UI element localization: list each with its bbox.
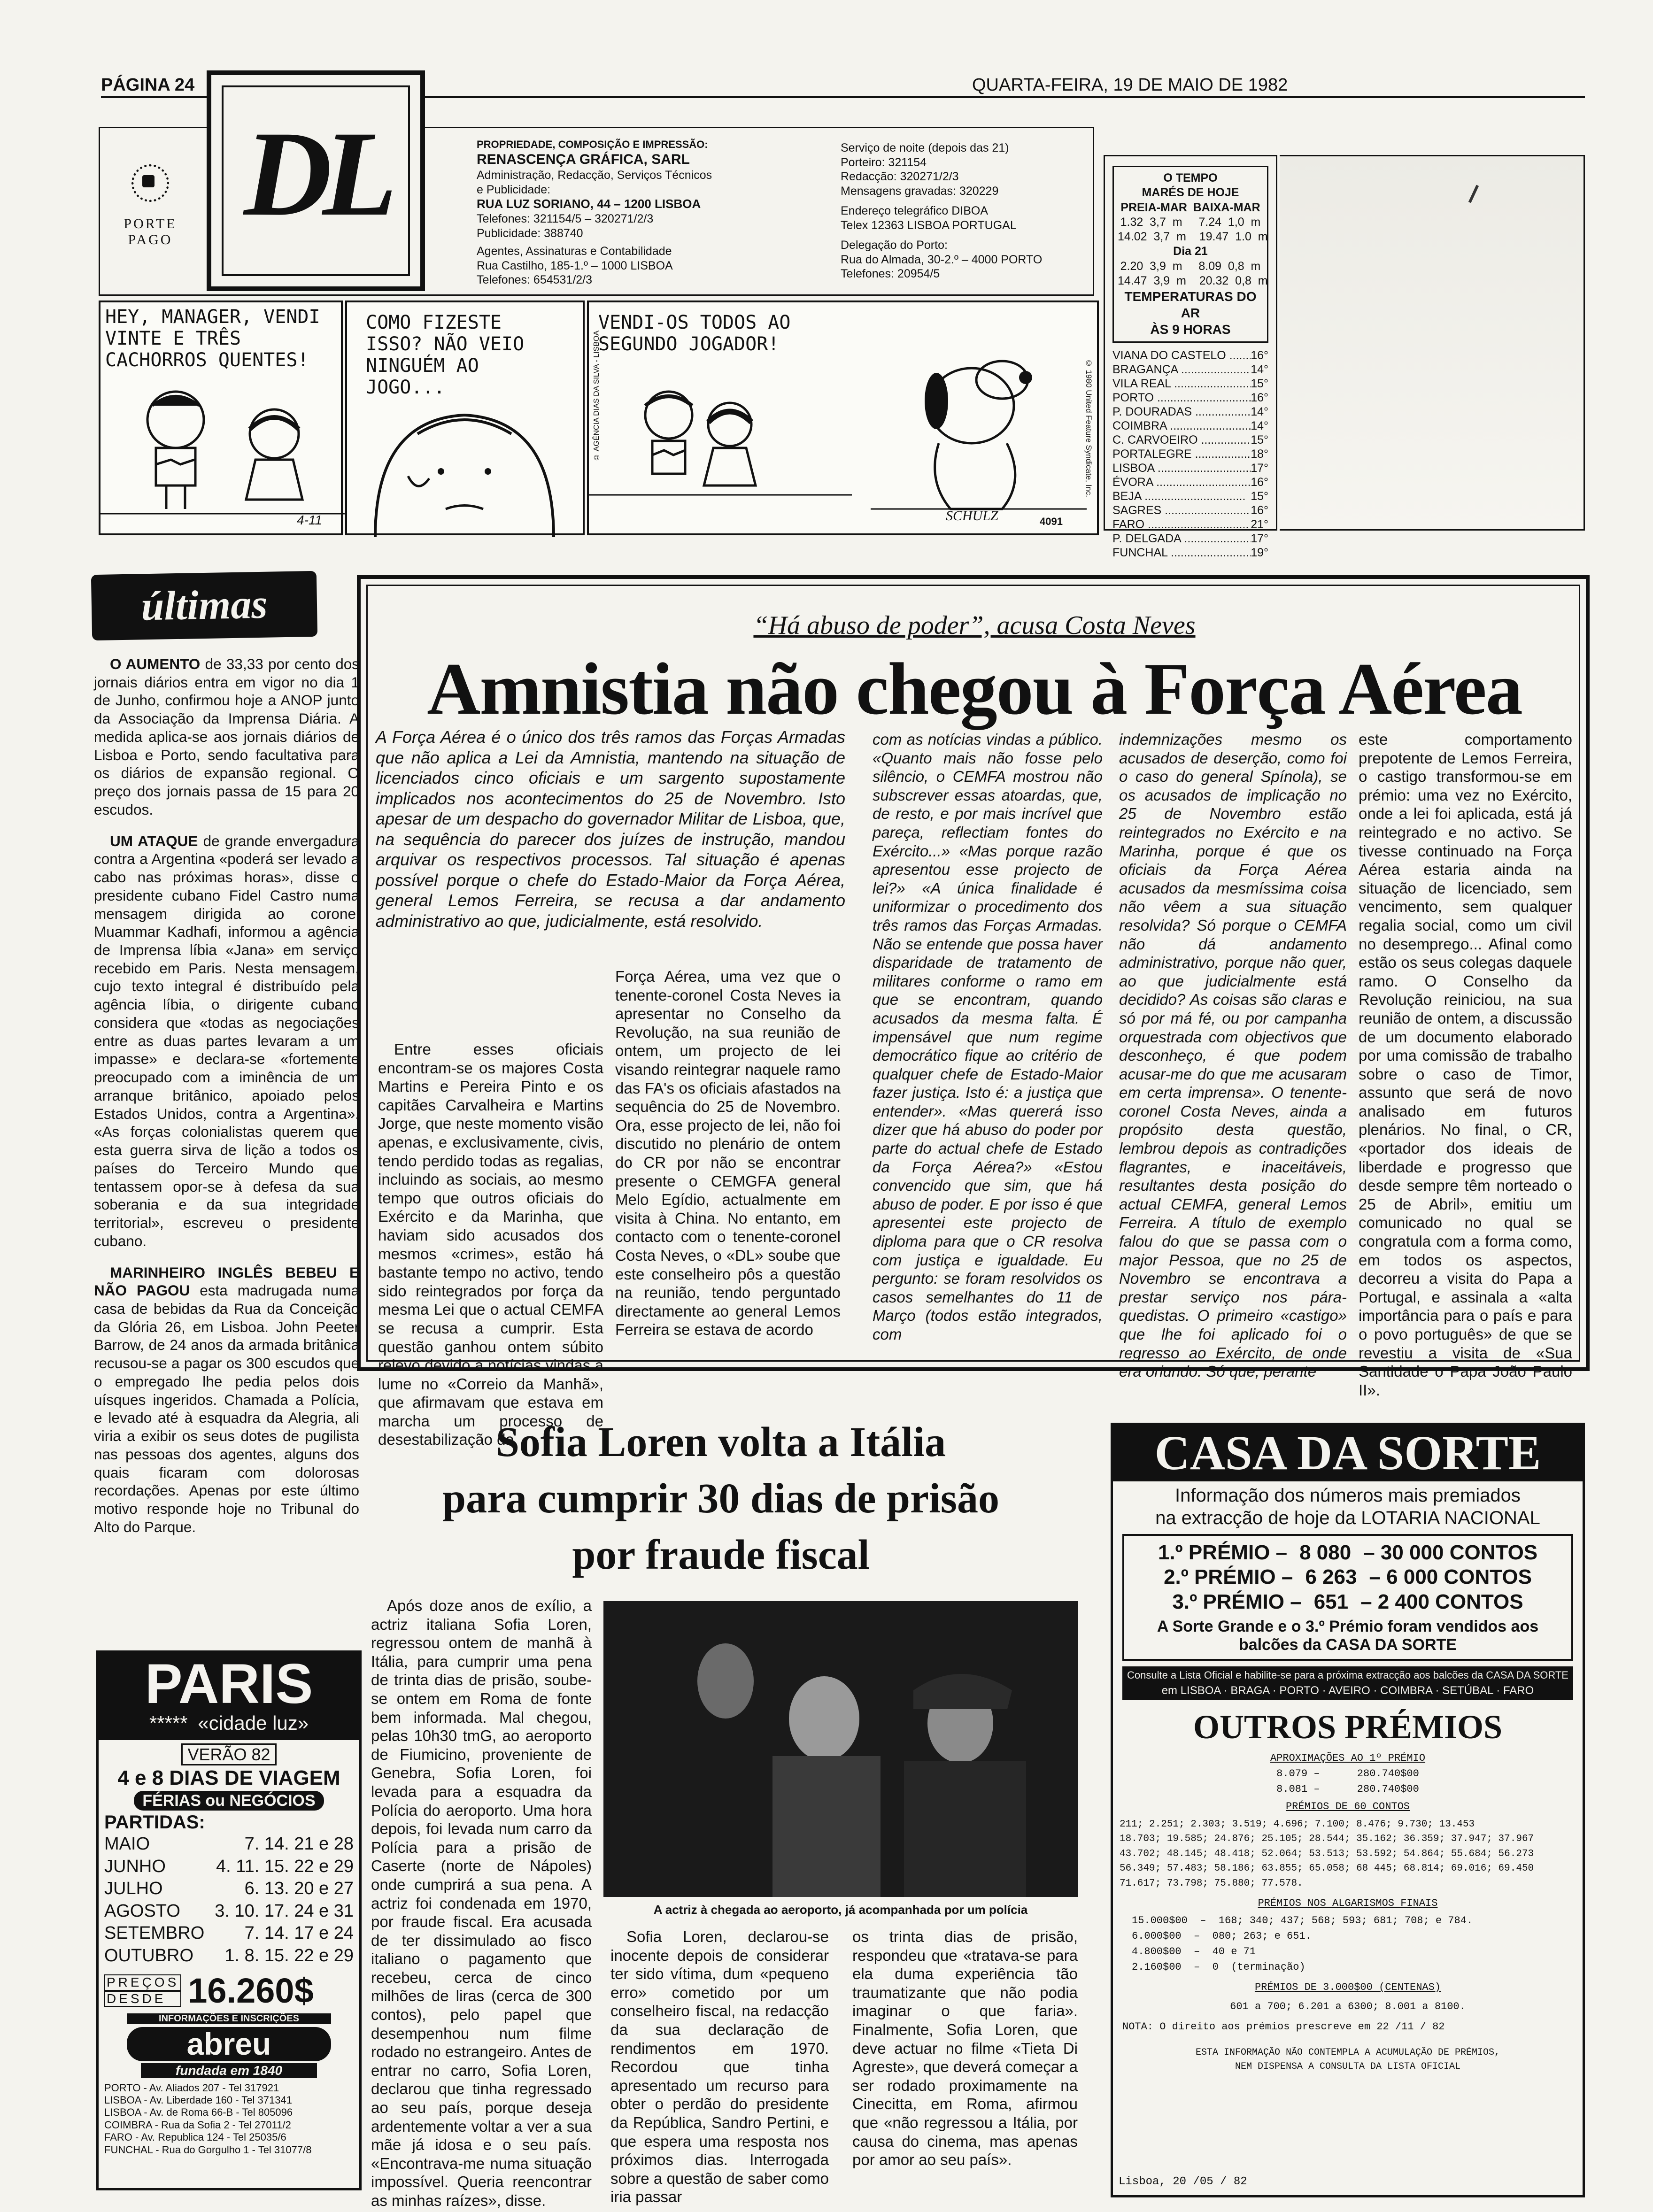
weather-sky-area	[1280, 155, 1585, 531]
outros-premios-title: OUTROS PRÉMIOS	[1193, 1708, 1503, 1746]
ultimas-item	[94, 1264, 359, 1536]
temperature-row	[1112, 461, 1268, 475]
sofia-col-3: os trinta dias de prisão, respondeu que «tratava-se para ela duma experiência tão traumatizante que não podia imaginar o que faria». Finalmente, Sofia Loren, que deve actuar no filme «Tieta Di Agreste», que deverá começar a ser rodado proximamente na Cinecitta, em Roma, afirmou que «não regressou a Itália, por causa do cinema, mas apenas por amor ao seu país».	[852, 1928, 1078, 2169]
city-name: FARO .....	[1112, 517, 1249, 532]
coat-of-arms-icon	[131, 164, 169, 202]
comic-panel-2: COMO FIZESTE ISSO? NÃO VEIO NINGUÉM AO JOGO...	[345, 301, 585, 535]
paris-stars: *****	[149, 1712, 188, 1734]
city-temp: 14°	[1251, 405, 1268, 418]
comic-panel-3: VENDI-OS TODOS AO SEGUNDO JOGADOR! © AGÊNCIA DIAS DA SILVA - LISBOA © 1980 United Feature Syndicate, Inc. SCHULZ 4091	[587, 301, 1099, 535]
sofia-headline-1: Sofia Loren volta a Itália	[495, 1419, 946, 1465]
city-temp: 17°	[1251, 532, 1268, 545]
city-temp: 15°	[1251, 490, 1268, 503]
departure-month: OUTUBRO	[104, 1945, 193, 1965]
ultimas-item-text: de grande envergadura contra a Argentina «poderá ser levado a cabo nas próximas horas», disse o presidente cubano Fidel Castro numa mensagem dirigida ao coronel Muammar Kadhafi, informou a agência de Imprensa líbia «Jana» em serviço recebido em Paris. Nesta mensagem, cujo texto integral é distribuído pela agência líbia, o dirigente cubano considera que «todas as negociações entre as duas partes levaram a um impasse» e declara-se «fortemente preocupado com a iminência de um arranque britânico, apoiado pelos Estados Unidos, contra a Argentina». «As forças colonialistas querem que esta guerra sirva de lição a todos os países do Terceiro Mundo que tentassem opor-se à defesa da sua soberania e da sua integridade territorial», escreveu o presidente cubano.	[94, 832, 359, 1249]
lottery-prize-row	[1134, 1541, 1562, 1565]
prize-value: – 30 000 CONTOS	[1363, 1541, 1538, 1564]
city-name: BRAGANÇA .....	[1112, 362, 1251, 377]
ultimas-item-text: de 33,33 por cento dos jornais diários entra em vigor no dia 1 de Junho, confirmou hoje a ANOP junto da Associação da Imprensa Diária. A medida aplica-se aos jornais diários de Lisboa e Porto, sendo facultativa para os diários de expansão regional. O preço dos jornais passa de 15 para 20 escudos.	[94, 655, 359, 818]
ultimas-item-lead: UM ATAQUE	[110, 832, 198, 849]
ultimas-item	[94, 655, 359, 819]
ultimas-item-text: esta madrugada numa casa de bebidas da Rua da Conceição da Glória 26, em Lisboa. John Peeter Barrow, de 24 anos da armada britânica recusou-se a pagar os 300 escudos que o empregado lhe pedia pelos dois uísques ingeridos. Chamada a Polícia, e levado até à esquadra da Alegria, ali viria a exibir os seus dotes de pugilista nas pessoas dos agentes, alguns dos quais ficaram com dolorosas recordações. Apenas por este último motivo responde hoje no Tribunal do Alto do Parque.	[94, 1282, 359, 1535]
prize-number: 8 080	[1299, 1541, 1352, 1564]
prize-label: 1.º PRÉMIO –	[1158, 1541, 1288, 1564]
city-temp: 16°	[1251, 504, 1268, 517]
sofia-photo	[603, 1601, 1078, 1897]
temperature-row	[1112, 447, 1268, 461]
abreu-address: PORTO - Av. Aliados 207 - Tel 317921	[104, 2081, 279, 2094]
city-temp: 14°	[1251, 419, 1268, 432]
paris-title: PARIS	[145, 1652, 313, 1715]
page-number: PÁGINA 24	[101, 75, 195, 95]
prize-number: 6 263	[1305, 1565, 1357, 1589]
lead-col-1: Entre esses oficiais encontram-se os majores Costa Martins e Pereira Pinto e os capitães Carvalheira e Martins Jorge, que neste momento visão apenas, e exclusivamente, civis, tendo perdido todas as regalias, incluindo as sociais, ao mesmo tempo que outros oficiais do Exército e da Marinha, que haviam sido acusados dos mesmos «crimes», estão há bastante tempo no activo, tendo sido reintegrados por força da mesma Lei que o actual CEMFA se recusa a cumprir. Esta questão ganhou ontem súbito relevo devido a notícias vindas a lume no «Correio da Manhã», que afirmavam que estava em marcha um processo de desestabilização da	[378, 1040, 603, 1449]
charlie-lucy-snoopy-drawing	[589, 302, 1101, 537]
sofia-headline-3: por fraude fiscal	[572, 1532, 870, 1578]
porte-pago-stamp	[113, 164, 188, 282]
prize-value: – 6 000 CONTOS	[1369, 1565, 1532, 1589]
city-name: PORTO .....	[1112, 391, 1251, 405]
lead-col-5: este comportamento prepotente de Lemos Ferreira, o castigo transformou-se em prémio: uma vez no Exército, onde a lei foi aplicada, está já reintegrado e no activo. Se tivesse continuado na Força Aérea estaria ainda na situação de licenciado, sem vencimento, sem qualquer regalia social, como um civil no desemprego... Afinal como estão os seus colegas daquele ramo. O Conselho da Revolução reiniciou, na sua reunião de ontem, a discussão de um documento elaborado por uma comissão de trabalho sobre o caso de Timor, assunto que será de novo analisado em futuros plenários. No final, o CR, «portador dos ideais de liberdade e progresso que desde sempre têm norteado o 25 de Abril», emitiu um comunicado no qual se congratula com a forma como, em todos os aspectos, decorreu a visita do Papa a Portugal, e assinala a «alta importância para o país e para o povo português» de que se revestiu a visita de «Sua Santidade o Papa João Paulo II».	[1359, 731, 1572, 1399]
sofia-col-2: Sofia Loren, declarou-se inocente depois de considerar ter sido vítima, dum «pequeno erro» cometido por um conselheiro fiscal, na redacção da sua declaração de rendimentos em 1970. Recordou que tinha apresentado um recurso para obter o perdão do presidente da República, Sandro Pertini, e que espera uma resposta nos próximos dias. Interrogada sobre a questão de saber como iria passar	[610, 1928, 829, 2206]
paris-badge: VERÃO 82	[181, 1743, 276, 1765]
porte-label: PORTE	[124, 216, 177, 231]
lottery-prize-row	[1134, 1590, 1562, 1615]
temperature-row	[1112, 419, 1268, 433]
abreu-address: LISBOA - Av. Liberdade 160 - Tel 371341	[104, 2094, 292, 2106]
charlie-brown-face-drawing	[347, 382, 587, 537]
city-name: PORTALEGRE .....	[1112, 447, 1251, 461]
city-temp: 16°	[1251, 391, 1268, 404]
paris-subtitle: «cidade luz»	[198, 1712, 309, 1734]
lead-col-2: Força Aérea, uma vez que o tenente-coronel Costa Neves ia apresentar no Conselho da Revolução, na sua reunião de ontem, um projecto de lei visando reintegrar naquele ramo das FA's os oficiais afastados na sequência do 25 de Novembro. Ora, esse projecto de lei, não foi discutido no plenário de ontem do CR por não se encontrar presente o CEMGFA general Melo Egídio, actualmente em visita à China. No entanto, em contacto com o tenente-coronel Costa Neves, o «DL» soube que este conselheiro pôs a questão na reunião, tendo perguntado directamente ao general Lemos Ferreira se estava de acordo	[615, 968, 841, 1339]
masthead-ownership: PROPRIEDADE, COMPOSIÇÃO E IMPRESSÃO: RENASCENÇA GRÁFICA, SARL Administração, Redacção, Serviços Técnicos e Publicidade: RUA LUZ SORIANO, 44 – 1200 LISBOA Telefones: 321154/5 – 320271/2/3 Publicidade: 388740 Agentes, Assinaturas e Contabilidade Rua Castilho, 185-1.º – 1000 LISBOA Telefones: 654531/2/3	[477, 139, 712, 287]
abreu-address: COIMBRA - Rua da Sofia 2 - Tel 27011/2	[104, 2119, 291, 2131]
paris-days: 4 e 8 DIAS DE VIAGEM	[117, 1766, 340, 1789]
prize-label: 2.º PRÉMIO –	[1164, 1565, 1293, 1589]
lottery-title: CASA DA SORTE	[1113, 1425, 1583, 1481]
city-temp: 18°	[1251, 447, 1268, 461]
lottery-ad: CASA DA SORTE Informação dos números mais premiados na extracção de hoje da LOTARIA NACIONAL 1.º PRÉMIO – 8 080 – 30 000 CONTOS 2.º PRÉMIO – 6 263 – 6 000 CONTOS 3.º PRÉMIO – 651 – 2 400 CONTOS A Sorte Grande e o 3.º Prémio foram vendidos aos balcões da CASA DA SORTE Consulte a Lista Oficial e habilite-se para a próxima extracção aos balcões da CASA DA SORTE em LISBOA · BRAGA · PORTO · AVEIRO · COIMBRA · SETÚBAL · FARO OUTROS PRÉMIOS APROXIMAÇÕES AO 1º PRÉMIO 8.079 – 280.740$00 8.081 – 280.740$00 PRÉMIOS DE 60 CONTOS 211; 2.251; 2.303; 3.519; 4.696; 7.100; 8.476; 9.730; 13.453 18.703; 19.585; 24.876; 25.105; 28.544; 35.162; 36.359; 37.947; 37.967 43.702; 48.145; 48.418; 52.064; 53.513; 53.592; 54.864; 55.684; 56.273 56.349; 57.483; 58.186; 63.855; 65.058; 68 445; 68.814; 69.016; 69.450 71.617; 73.798; 75.880; 77.578. PRÉMIOS NOS ALGARISMOS FINAIS 15.000$00 – 168; 340; 437; 568; 593; 681; 708; e 784. 6.000$00 – 080; 263; e 651. 4.800$00 – 40 e 71 2.160$00 – 0 (terminação) PRÉMIOS DE 3.000$00 (CENTENAS) 601 a 700; 6.201 a 6300; 8.001 a 8100. NOTA: O direito aos prémios prescreve em 22 /11 / 82 ESTA INFORMAÇÃO NÃO CONTEMPLA A ACUMULAÇÃO DE PRÉMIOS, NEM DISPENSA A CONSULTA DA LISTA OFICIAL Lisboa, 20 /05 / 82	[1111, 1423, 1585, 2197]
pago-label: PAGO	[128, 232, 173, 247]
temperature-list	[1112, 348, 1268, 560]
ultimas-logo: últimas	[91, 571, 317, 640]
temperature-row	[1112, 433, 1268, 447]
temperature-row	[1112, 503, 1268, 517]
city-temp: 21°	[1251, 518, 1268, 531]
temperature-row	[1112, 517, 1268, 532]
lead-headline: Amnistia não chegou à Força Aérea	[427, 648, 1522, 730]
temperature-row	[1112, 362, 1268, 377]
departure-dates: 1. 8. 15. 22 e 29	[224, 1945, 354, 1965]
abreu-address: FARO - Av. Republica 124 - Tel 25035/6	[104, 2131, 286, 2143]
city-name: SAGRES .....	[1112, 503, 1251, 517]
city-temp: 16°	[1251, 349, 1268, 362]
prize-label: 3.º PRÉMIO –	[1172, 1590, 1302, 1614]
lottery-prize-row	[1134, 1565, 1562, 1590]
temperature-row	[1112, 391, 1268, 405]
ultimas-item-lead: MARINHEIRO INGLÊS BEBEU E NÃO PAGOU	[94, 1264, 359, 1299]
ultimas-item	[94, 832, 359, 1250]
departure-dates: 7. 14. 17 e 24	[244, 1923, 354, 1943]
city-name: BEJA .....	[1112, 489, 1245, 503]
abreu-address: FUNCHAL - Rua do Gorgulho 1 - Tel 31077/8	[104, 2143, 312, 2156]
paris-departure-row	[104, 1833, 354, 1856]
temperature-row	[1112, 532, 1268, 546]
city-temp: 15°	[1251, 433, 1268, 447]
lead-intro: A Força Aérea é o único dos três ramos das Forças Armadas que não aplica a Lei da Amnistia, mantendo na situação de licenciados cinco oficiais e um sargento supostamente implicados nos acontecimentos do 25 de Novembro. Isto apesar de um despacho do governador Militar de Lisboa, que, na sequência do parecer dos juízes de instrução, mandou arquivar os respectivos processos. Tal situação é apenas possível porque o chefe do Estado-Maior da Força Aérea, general Lemos Ferreira, se recusa a dar andamento administrativo ao que, judicialmente, está resolvido.	[376, 727, 845, 931]
dl-logo: DL	[207, 70, 425, 291]
masthead-contacts: Serviço de noite (depois das 21) Porteiro: 321154 Redacção: 320271/2/3 Mensagens gravadas: 320229 Endereço telegráfico DIBOA Telex 12363 LISBOA PORTUGAL Delegação do Porto: Rua do Almada, 30-2.º – 4000 PORTO Telefones: 20954/5	[841, 141, 1043, 280]
city-name: FUNCHAL .....	[1112, 546, 1251, 560]
city-name: C. CARVOEIRO .....	[1112, 433, 1251, 447]
paris-ferias: FÉRIAS ou NEGÓCIOS	[134, 1791, 324, 1811]
city-temp: 14°	[1251, 363, 1268, 376]
comic-panel-1: HEY, MANAGER, VENDI VINTE E TRÊS CACHORROS QUENTES! 4-11	[99, 301, 343, 535]
city-temp: 19°	[1251, 546, 1268, 559]
paris-departure-row	[104, 1945, 354, 1967]
departure-month: JULHO	[104, 1879, 163, 1898]
weather-box: O TEMPO MARÉS DE HOJE PREIA-MAR BAIXA-MAR 1.32 3,7 m 7.24 1,0 m 14.02 3,7 m 19.47 1.0 m Dia 21 2.20 3,9 m 8.09 0,8 m 14.47 3,9 m 20.32 0,8 m TEMPERATURAS DO AR ÀS 9 HORAS VIANA DO CASTELO ..... 16° BRAGANÇA ..... 14° VILA REAL ..... 15° PORTO ..... 16° P. DOURADAS ..... 14° COIMBRA ..... 14° C. CARVOEIRO ..... 15° PORTALEGRE ..... 18° LISBOA ..... 17° ÉVORA ..... 16° BEJA ..... 15° SAGRES ..... 16° FARO ..... 21° P. DELGADA ..... 17° FUNCHAL ..... 19°	[1104, 155, 1277, 531]
departure-month: MAIO	[104, 1834, 150, 1854]
date-line: QUARTA-FEIRA, 19 DE MAIO DE 1982	[972, 75, 1288, 95]
departure-dates: 7. 14. 21 e 28	[244, 1834, 354, 1854]
paris-departure-row	[104, 1922, 354, 1945]
city-name: ÉVORA .....	[1112, 475, 1251, 489]
temperature-row	[1112, 405, 1268, 419]
city-name: LISBOA .....	[1112, 461, 1251, 475]
city-name: COIMBRA .....	[1112, 419, 1251, 433]
lead-col-3: com as notícias vindas a público. «Quanto mais não fosse pelo silêncio, o CEMFA mostrou não subscrever essas atoardas, que, de resto, e por mais incrível que pareça, reflectiam fontes do Exército...» «Mas porque razão apresentou esse projecto de lei?» «A única finalidade é uniformizar o procedimento dos três ramos das Forças Armadas. Não se entende que possa haver disparidade de tratamento de militares conforme o ramo em que se encontram, quando acusados da mesma falta. É impensável que num regime democrático fique ao critério de qualquer chefe de Estado-Maior fazer justiça. Isto é: a justiça que entender». «Mas quererá isso dizer que há abuso do poder por parte do actual chefe de Estado da Força Aérea?» «Estou convencido que sim, que há abuso de poder. E por isso é que apresentei este projecto de diploma para que o CR resolva com justiça e igualdade. Eu pergunto: se foram resolvidos os casos semelhantes do 11 de Março (todos estão integrados, com	[873, 731, 1103, 1343]
city-name: VIANA DO CASTELO .....	[1112, 348, 1251, 362]
sofia-headline-2: para cumprir 30 dias de prisão	[442, 1475, 999, 1522]
sofia-col-1: Após doze anos de exílio, a actriz italiana Sofia Loren, regressou ontem de manhã à Itália, para cumprir uma pena de trinta dias de prisão, soube-se ontem em Roma de fonte bem informada. Mal chegou, pelas 10h30 tmG, ao aeroporto de Fiumicino, proveniente de Genebra, Sofia Loren, foi levada para a esquadra da Polícia do aeroporto. Uma hora depois, foi levada num carro da Polícia para a prisão de Caserte (norte de Nápoles) onde cumprirá a sua pena. A actriz foi condenada em 1970, por fraude fiscal. Era acusada de ter dissimulado ao fisco italiano o pagamento que recebeu, cerca de cinco milhões de liras (cerca de 300 contos), pelo papel que desempenhou num filme rodado no estrangeiro. Antes de entrar no carro, Sofia Loren, declarou que tinha regressado ao seu país, porque deseja ardentemente voltar a ver a sua mãe já idosa e o seu país. «Encontrava-me numa situação impossível. Queria reencontrar as minhas raízes», disse.	[371, 1597, 592, 2209]
abreu-addresses	[99, 2078, 359, 2156]
lottery-prize-list	[1134, 1541, 1562, 1615]
lead-kicker: “Há abuso de poder”, acusa Costa Neves	[753, 611, 1196, 640]
departure-month: SETEMBRO	[104, 1923, 205, 1943]
city-name: P. DOURADAS .....	[1112, 405, 1251, 419]
temperature-row	[1112, 377, 1268, 391]
charlie-brown-and-lucy-drawing	[100, 368, 345, 537]
abreu-address: LISBOA - Av. de Roma 66-B - Tel 805096	[104, 2106, 293, 2119]
city-temp: 15°	[1251, 377, 1268, 390]
abreu-logo: abreu	[127, 2027, 331, 2061]
city-name: P. DELGADA .....	[1112, 532, 1251, 546]
temperature-row	[1112, 348, 1268, 362]
paris-departure-row	[104, 1878, 354, 1900]
temperature-row	[1112, 489, 1268, 503]
temperature-row	[1112, 546, 1268, 560]
departure-dates: 6. 13. 20 e 27	[244, 1879, 354, 1898]
lead-col-4: indemnizações mesmo os acusados de deserção, como foi o caso do general Spínola), se os acusados de implicação no 25 de Novembro estão reintegrados no Exército e na Marinha, porque é que os oficiais da Força Aérea acusados da mesmíssima coisa não vêem a sua situação resolvida? Só porque o CEMFA não dá andamento administrativo, porque não quer, ao que judicialmente está decidido? As coisas são claras e só por má fé, ou por campanha orquestrada com objectivos que desconheço, é que podem acusar-me do que me acusaram em certa imprensa». O tenente-coronel Costa Neves, ainda a propósito desta questão, lembrou depois as contradições flagrantes, e inaceitáveis, resultantes desta posição do actual CEMFA, general Lemos Ferreira. A título de exemplo falou do que se passa com o major Pessoa, que no 25 de Novembro se encontrava a prestar serviço nos pára-quedistas. O primeiro «castigo» que lhe foi aplicado foi o regresso ao Exército, de onde era oriundo. Só que, perante	[1119, 731, 1347, 1380]
city-name: VILA REAL .....	[1112, 377, 1251, 391]
prize-number: 651	[1313, 1590, 1349, 1614]
ultimas-column	[94, 655, 359, 1549]
prize-value: – 2 400 CONTOS	[1360, 1590, 1523, 1614]
paris-departure-row	[104, 1856, 354, 1878]
temperature-row	[1112, 475, 1268, 489]
paris-departure-row	[104, 1900, 354, 1923]
sofia-photo-caption: A actriz à chegada ao aeroporto, já acompanhada por um polícia	[653, 1903, 1028, 1917]
paris-departures	[104, 1833, 354, 1967]
departure-dates: 3. 10. 17. 24 e 31	[215, 1901, 354, 1921]
city-temp: 17°	[1251, 462, 1268, 475]
paris-partidas: PARTIDAS:	[104, 1812, 205, 1833]
departure-dates: 4. 11. 15. 22 e 29	[216, 1856, 354, 1876]
paris-price: 16.260$	[188, 1971, 314, 2010]
city-temp: 16°	[1251, 476, 1268, 489]
departure-month: AGOSTO	[104, 1901, 180, 1921]
sofia-photo-figures	[603, 1601, 1078, 1897]
ultimas-item-lead: O AUMENTO	[110, 655, 201, 672]
departure-month: JUNHO	[104, 1856, 166, 1876]
paris-ad: PARIS ***** «cidade luz» VERÃO 82 4 e 8 DIAS DE VIAGEM FÉRIAS ou NEGÓCIOS PARTIDAS: MAIO 7. 14. 21 e 28 JUNHO 4. 11. 15. 22 e 29 JULHO 6. 13. 20 e 27 AGOSTO 3. 10. 17. 24 e 31 SETEMBRO 7. 14. 17 e 24 OUTUBRO 1. 8. 15. 22 e 29 PREÇOS DESDE 16.260$ INFORMAÇÕES E INSCRIÇÕES abreu fundada em 1840 PORTO - Av. Aliados 207 - Tel 317921 LISBOA - Av. Liberdade 160 - Tel 371341 LISBOA - Av. de Roma 66-B - Tel 805096 COIMBRA - Rua da Sofia 2 - Tel 27011/2 FARO - Av. Republica 124 - Tel 25035/6 FUNCHAL - Rua do Gorgulho 1 - Tel 31077/8	[96, 1650, 362, 2190]
